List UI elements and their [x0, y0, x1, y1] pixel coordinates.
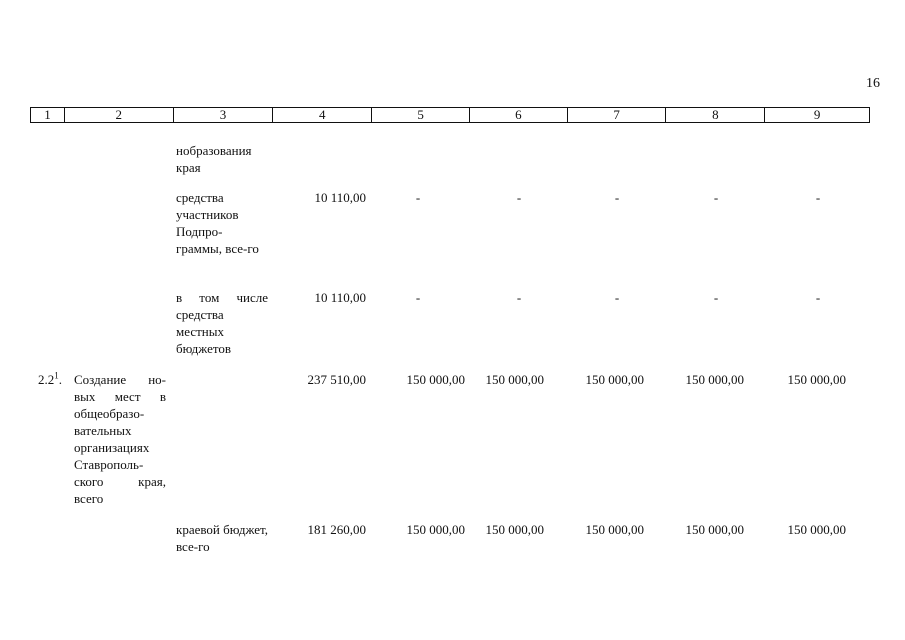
row2-value-col4: 10 110,00 [314, 290, 366, 305]
row1-value-col4: 10 110,00 [314, 190, 366, 205]
row3-value-col9: 150 000,00 [787, 372, 846, 387]
row4-value-col8: 150 000,00 [685, 522, 744, 537]
header-cell-6: 6 [470, 108, 568, 122]
row3-value-col5: 150 000,00 [406, 372, 465, 387]
row0-source-label: нобразования края [176, 143, 252, 175]
row3-item-number [38, 371, 72, 388]
header-cell-3: 3 [174, 108, 274, 122]
row1-value-col6: - [516, 190, 522, 205]
table-header-row [30, 107, 870, 123]
header-cell-9: 9 [813, 107, 821, 122]
row2-value-col8: - [713, 290, 719, 305]
row3-value-col4: 237 510,00 [307, 372, 366, 387]
header-cell-2: 2 [65, 108, 174, 122]
row1-value-col5: - [415, 190, 421, 205]
row4-value-col4: 181 260,00 [307, 522, 366, 537]
row1-value-col8: - [713, 190, 719, 205]
row1-value-col9: - [815, 190, 821, 205]
row3-item-number-suffix: . [58, 372, 62, 387]
row4-value-col5: 150 000,00 [406, 522, 465, 537]
row2-source-label: в том числе средства местных бюджетов [176, 290, 268, 356]
row2-value-col6: - [516, 290, 522, 305]
row3-value-col8: 150 000,00 [685, 372, 744, 387]
header-cell-7: 7 [568, 108, 667, 122]
header-cell-4: 4 [273, 108, 372, 122]
row3-item-number-sup: 1 [54, 370, 59, 381]
header-cell-1: 1 [31, 108, 65, 122]
row2-value-col9: - [815, 290, 821, 305]
row1-source-label: средства участников Подпро-граммы, все-го [176, 190, 259, 256]
page-number: 16 [866, 76, 880, 91]
row1-value-col7: - [614, 190, 620, 205]
row4-source-label: краевой бюджет, все-го [176, 522, 268, 554]
row4-value-col9: 150 000,00 [787, 522, 846, 537]
row4-value-col7: 150 000,00 [585, 522, 644, 537]
row2-value-col7: - [614, 290, 620, 305]
header-cell-8: 8 [666, 108, 765, 122]
row3-value-col7: 150 000,00 [585, 372, 644, 387]
row3-item-number-main: 2.2 [38, 372, 55, 387]
header-cell-5: 5 [372, 108, 470, 122]
row4-value-col6: 150 000,00 [485, 522, 544, 537]
row3-measure-name: Создание но-вых мест в общеобразо-вательных организациях Ставрополь-ского края, всего [74, 372, 166, 506]
row3-value-col6: 150 000,00 [485, 372, 544, 387]
row2-value-col5: - [415, 290, 421, 305]
